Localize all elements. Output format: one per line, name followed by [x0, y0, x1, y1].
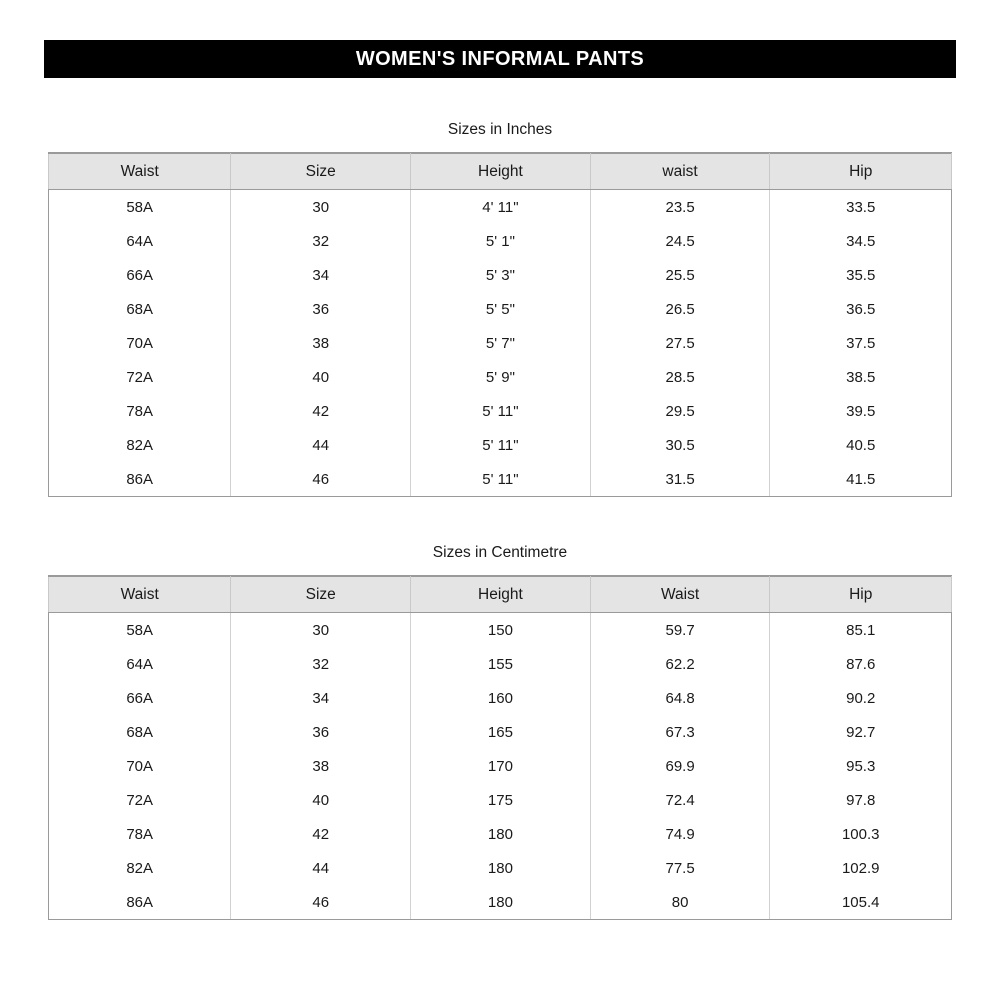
table-cell: 30: [231, 190, 411, 225]
table-cell: 44: [231, 851, 411, 885]
table-cell: 90.2: [770, 681, 952, 715]
table-cell: 37.5: [770, 326, 952, 360]
table-cell: 38: [231, 326, 411, 360]
table-cell: 34: [231, 258, 411, 292]
table-cell: 86A: [49, 462, 231, 497]
column-header-waist-measure: waist: [590, 154, 770, 190]
table-header-centimetre: [49, 577, 952, 613]
table-body-centimetre: [49, 613, 952, 920]
table-cell: 66A: [49, 681, 231, 715]
table-cell: 59.7: [590, 613, 770, 648]
table-cell: 30.5: [590, 428, 770, 462]
table-cell: 180: [411, 851, 591, 885]
table-row: [49, 394, 952, 428]
table-row: [49, 360, 952, 394]
table-cell: 42: [231, 394, 411, 428]
table-header-row: [49, 577, 952, 613]
table-cell: 180: [411, 885, 591, 920]
table-cell: 26.5: [590, 292, 770, 326]
column-header-waist-measure: Waist: [590, 577, 770, 613]
table-cell: 4' 11": [411, 190, 591, 225]
table-row: [49, 885, 952, 920]
table-cell: 70A: [49, 326, 231, 360]
table-row: [49, 292, 952, 326]
table-cell: 82A: [49, 851, 231, 885]
table-row: [49, 647, 952, 681]
table-cell: 175: [411, 783, 591, 817]
table-row: [49, 258, 952, 292]
table-cell: 44: [231, 428, 411, 462]
table-cell: 170: [411, 749, 591, 783]
table-caption-centimetre: Sizes in Centimetre: [48, 532, 952, 576]
table-cell: 36: [231, 292, 411, 326]
table-cell: 38: [231, 749, 411, 783]
column-header-height: Height: [411, 577, 591, 613]
table-cell: 58A: [49, 613, 231, 648]
table-cell: 72A: [49, 360, 231, 394]
table-cell: 31.5: [590, 462, 770, 497]
table-cell: 70A: [49, 749, 231, 783]
column-header-hip: Hip: [770, 577, 952, 613]
table-cell: 180: [411, 817, 591, 851]
table-cell: 82A: [49, 428, 231, 462]
table-cell: 74.9: [590, 817, 770, 851]
table-cell: 5' 11": [411, 394, 591, 428]
table-cell: 30: [231, 613, 411, 648]
table-cell: 5' 5": [411, 292, 591, 326]
table-cell: 38.5: [770, 360, 952, 394]
table-cell: 92.7: [770, 715, 952, 749]
table-cell: 85.1: [770, 613, 952, 648]
table-cell: 95.3: [770, 749, 952, 783]
table-cell: 39.5: [770, 394, 952, 428]
column-header-height: Height: [411, 154, 591, 190]
table-cell: 40.5: [770, 428, 952, 462]
table-row: [49, 613, 952, 648]
column-header-waist-label: Waist: [49, 577, 231, 613]
table-cell: 23.5: [590, 190, 770, 225]
table-cell: 5' 3": [411, 258, 591, 292]
column-header-hip: Hip: [770, 154, 952, 190]
table-cell: 40: [231, 783, 411, 817]
table-cell: 5' 7": [411, 326, 591, 360]
column-header-size: Size: [231, 577, 411, 613]
table-row: [49, 224, 952, 258]
table-cell: 62.2: [590, 647, 770, 681]
table-cell: 24.5: [590, 224, 770, 258]
table-cell: 27.5: [590, 326, 770, 360]
table-caption-inches: Sizes in Inches: [48, 109, 952, 153]
table-cell: 29.5: [590, 394, 770, 428]
column-header-size: Size: [231, 154, 411, 190]
table-cell: 32: [231, 224, 411, 258]
table-cell: 150: [411, 613, 591, 648]
size-table-inches: [48, 109, 952, 497]
table-row: [49, 462, 952, 497]
table-cell: 102.9: [770, 851, 952, 885]
table-cell: 28.5: [590, 360, 770, 394]
table-row: [49, 681, 952, 715]
table-cell: 25.5: [590, 258, 770, 292]
table-cell: 64.8: [590, 681, 770, 715]
table-cell: 68A: [49, 292, 231, 326]
column-header-waist-label: Waist: [49, 154, 231, 190]
table-cell: 42: [231, 817, 411, 851]
table-cell: 5' 11": [411, 462, 591, 497]
table-cell: 34: [231, 681, 411, 715]
table-cell: 34.5: [770, 224, 952, 258]
table-cell: 68A: [49, 715, 231, 749]
table-cell: 86A: [49, 885, 231, 920]
table-header-inches: [49, 154, 952, 190]
table-cell: 165: [411, 715, 591, 749]
table-cell: 66A: [49, 258, 231, 292]
table-row: [49, 783, 952, 817]
table-cell: 36.5: [770, 292, 952, 326]
table-cell: 46: [231, 885, 411, 920]
table-row: [49, 749, 952, 783]
table-cell: 72A: [49, 783, 231, 817]
table-cell: 69.9: [590, 749, 770, 783]
table-cell: 78A: [49, 394, 231, 428]
table-row: [49, 715, 952, 749]
table-row: [49, 190, 952, 225]
table-cell: 5' 1": [411, 224, 591, 258]
table-cell: 64A: [49, 224, 231, 258]
table-body-inches: [49, 190, 952, 497]
page-title-bar: [44, 40, 956, 78]
table-row: [49, 851, 952, 885]
table-row: [49, 326, 952, 360]
table-cell: 35.5: [770, 258, 952, 292]
table-cell: 40: [231, 360, 411, 394]
table-cell: 87.6: [770, 647, 952, 681]
table-cell: 41.5: [770, 462, 952, 497]
table-cell: 80: [590, 885, 770, 920]
table-cell: 160: [411, 681, 591, 715]
table-cell: 97.8: [770, 783, 952, 817]
table-cell: 77.5: [590, 851, 770, 885]
table-cell: 67.3: [590, 715, 770, 749]
page-title: WOMEN'S INFORMAL PANTS: [355, 47, 645, 70]
table-cell: 33.5: [770, 190, 952, 225]
table-cell: 46: [231, 462, 411, 497]
table-cell: 155: [411, 647, 591, 681]
table-cell: 72.4: [590, 783, 770, 817]
table-row: [49, 817, 952, 851]
table-cell: 105.4: [770, 885, 952, 920]
table-cell: 36: [231, 715, 411, 749]
table-cell: 5' 9": [411, 360, 591, 394]
table-cell: 100.3: [770, 817, 952, 851]
table-row: [49, 428, 952, 462]
size-table-centimetre: [48, 532, 952, 920]
table-cell: 32: [231, 647, 411, 681]
table-cell: 78A: [49, 817, 231, 851]
table-header-row: [49, 154, 952, 190]
table-cell: 5' 11": [411, 428, 591, 462]
table-cell: 58A: [49, 190, 231, 225]
table-cell: 64A: [49, 647, 231, 681]
